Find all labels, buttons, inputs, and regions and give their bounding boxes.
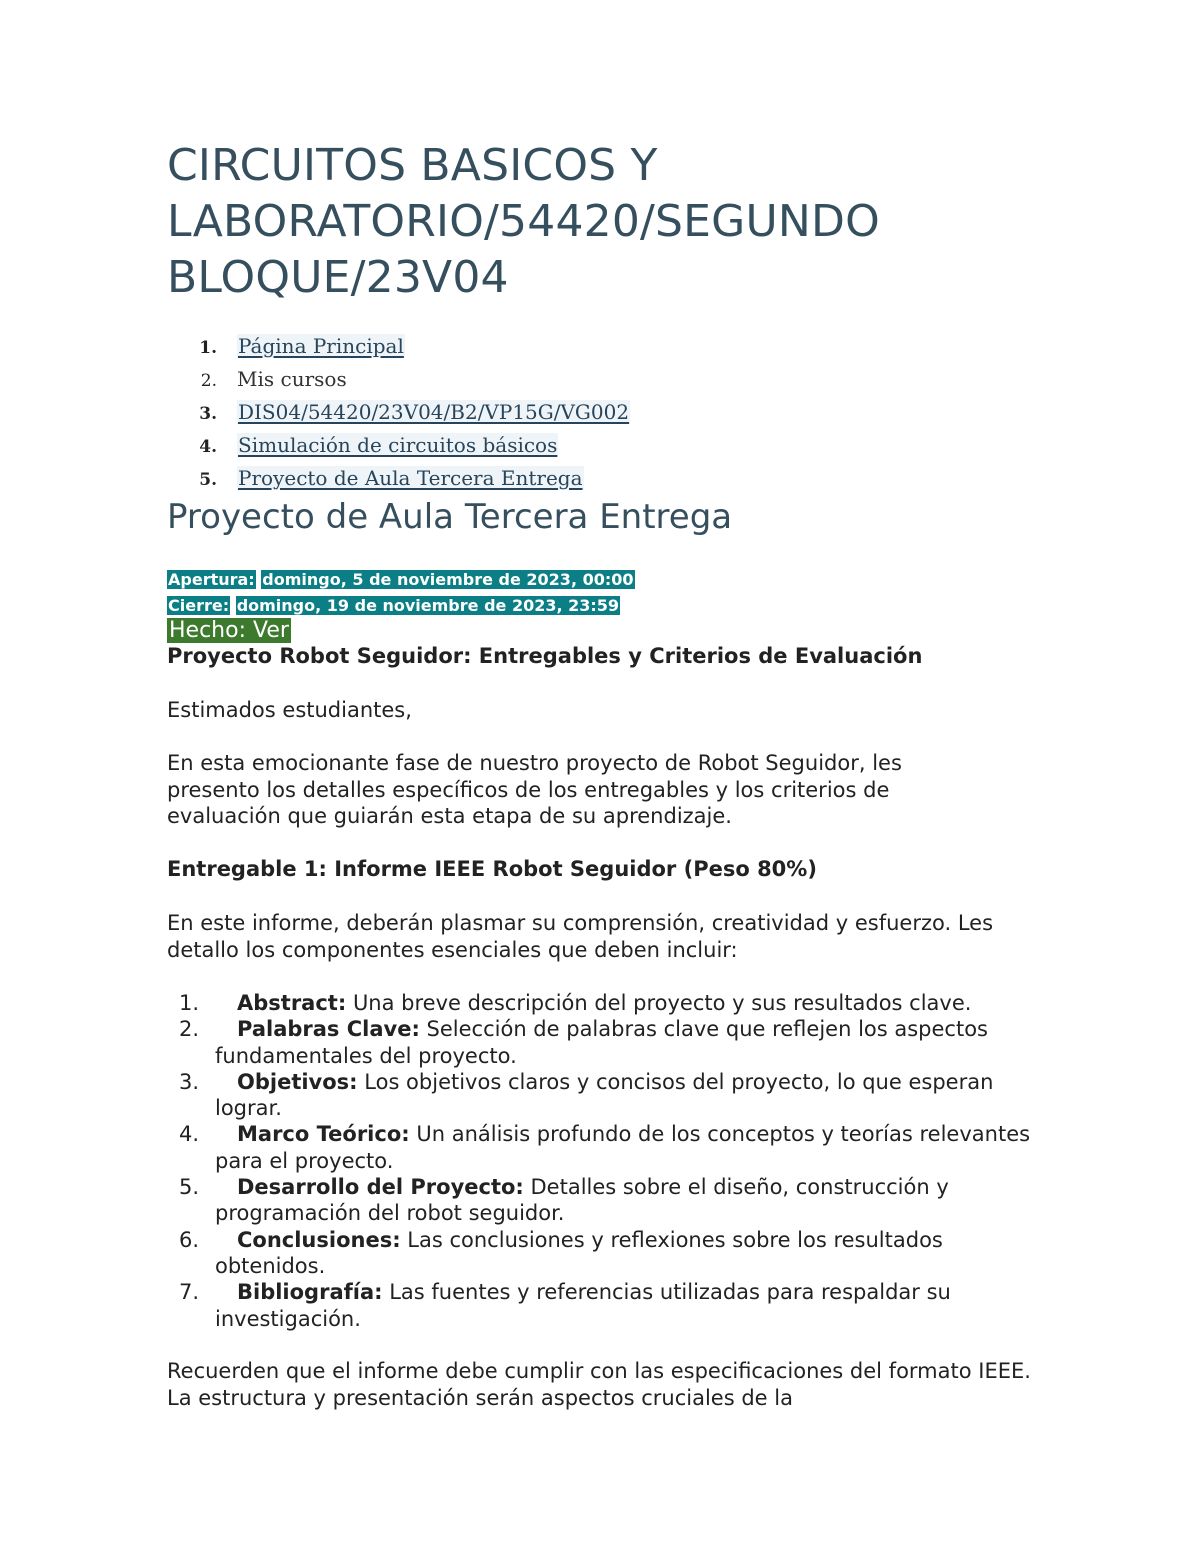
list-item (167, 1121, 1037, 1174)
completion-status-badge[interactable]: Hecho: Ver (169, 618, 289, 643)
opening-value: domingo, 5 de noviembre de 2023, 00:00 (262, 570, 634, 589)
list-item-term: Objetivos: (237, 1069, 358, 1094)
list-item-term: Conclusiones: (237, 1227, 401, 1252)
list-item (167, 1016, 1037, 1069)
list-item-number: 3. (179, 1069, 200, 1094)
list-item-number: 2. (179, 1017, 200, 1042)
breadcrumb-number: 5. (199, 470, 217, 490)
activity-title: Proyecto de Aula Tercera Entrega (167, 497, 733, 537)
completion-row (167, 618, 291, 644)
list-item-term: Abstract: (237, 991, 347, 1015)
list-item-number: 4. (179, 1122, 200, 1147)
list-item-description: Una breve descripción del proyecto y sus resultados clave. (352, 991, 972, 1015)
breadcrumb-link-course[interactable]: DIS04/54420/23V04/B2/VP15G/VG002 (238, 400, 630, 424)
breadcrumb-number: 1. (199, 338, 217, 358)
deliverable-heading-block (167, 856, 1047, 883)
intro-text: En esta emocionante fase de nuestro proyecto de Robot Seguidor, les presento los detalles específicos de los entregables y los criterios de evaluación que guiarán esta etapa de su aprendizaje. (167, 751, 902, 828)
list-item-description: Las conclusiones y reflexiones sobre los resultados obtenidos. (215, 1227, 943, 1278)
deliverable-components-list (167, 990, 1037, 1332)
closing-block (167, 1358, 1062, 1411)
list-item-number: 7. (179, 1280, 200, 1305)
intro-block (167, 750, 967, 830)
closing-date-row (167, 594, 635, 620)
closing-value: domingo, 19 de noviembre de 2023, 23:59 (236, 596, 620, 615)
activity-dates (167, 568, 635, 620)
list-item-description: Los objetivos claros y concisos del proyecto, lo que esperan lograr. (215, 1069, 994, 1121)
greeting-text: Estimados estudiantes, (167, 698, 412, 722)
breadcrumb-link-activity[interactable]: Proyecto de Aula Tercera Entrega (238, 466, 583, 490)
breadcrumb-number: 3. (199, 404, 217, 424)
breadcrumb-number: 2. (200, 371, 217, 391)
opening-label: Apertura: (168, 570, 255, 589)
breadcrumb-item-course (167, 396, 630, 429)
opening-date-row (167, 568, 635, 594)
breadcrumb-item-section (167, 429, 630, 462)
deliverable-list-block (167, 990, 1037, 1332)
list-item-description: Selección de palabras clave que reflejen los aspectos fundamentales del proyecto. (215, 1017, 988, 1068)
breadcrumb-item-activity (167, 462, 630, 495)
closing-text: Recuerden que el informe debe cumplir con las especificaciones del formato IEEE. La estructura y presentación serán aspectos cruciales de la (167, 1359, 1031, 1410)
content-heading: Proyecto Robot Seguidor: Entregables y Criterios de Evaluación (167, 644, 923, 668)
breadcrumb-text-my-courses: Mis cursos (237, 367, 347, 391)
list-item (167, 1174, 1037, 1227)
list-item-term: Bibliografía: (237, 1280, 383, 1305)
list-item-number: 6. (179, 1227, 200, 1252)
breadcrumb-item-my-courses (167, 363, 630, 396)
list-item-number: 1. (179, 991, 200, 1015)
deliverable-heading: Entregable 1: Informe IEEE Robot Seguidor (Peso 80%) (167, 857, 817, 881)
deliverable-intro-block (167, 910, 1017, 963)
breadcrumb-item-home (167, 330, 630, 363)
content-heading-block (167, 643, 1047, 670)
list-item (167, 1069, 1037, 1122)
list-item (167, 1227, 1037, 1280)
list-item-description: Detalles sobre el diseño, construcción y programación del robot seguidor. (215, 1175, 949, 1226)
greeting-block (167, 697, 1047, 724)
breadcrumb-link-section[interactable]: Simulación de circuitos básicos (238, 433, 558, 457)
list-item-description: Las fuentes y referencias utilizadas para respaldar su investigación. (215, 1280, 951, 1331)
deliverable-intro-text: En este informe, deberán plasmar su comprensión, creatividad y esfuerzo. Les detallo los componentes esenciales que deben incluir: (167, 911, 994, 962)
list-item (167, 990, 1037, 1016)
list-item-term: Palabras Clave: (237, 1017, 420, 1042)
breadcrumb-number: 4. (199, 437, 217, 457)
course-title: CIRCUITOS BASICOS Y LABORATORIO/54420/SEGUNDO BLOQUE/23V04 (167, 140, 880, 303)
list-item-term: Marco Teórico: (237, 1122, 410, 1147)
list-item-term: Desarrollo del Proyecto: (237, 1175, 524, 1200)
list-item-number: 5. (179, 1175, 200, 1200)
list-item-description: Un análisis profundo de los conceptos y teorías relevantes para el proyecto. (215, 1122, 1031, 1173)
breadcrumb-link-home[interactable]: Página Principal (238, 334, 404, 358)
breadcrumb (167, 330, 630, 495)
closing-label: Cierre: (168, 596, 230, 615)
list-item (167, 1279, 1037, 1332)
